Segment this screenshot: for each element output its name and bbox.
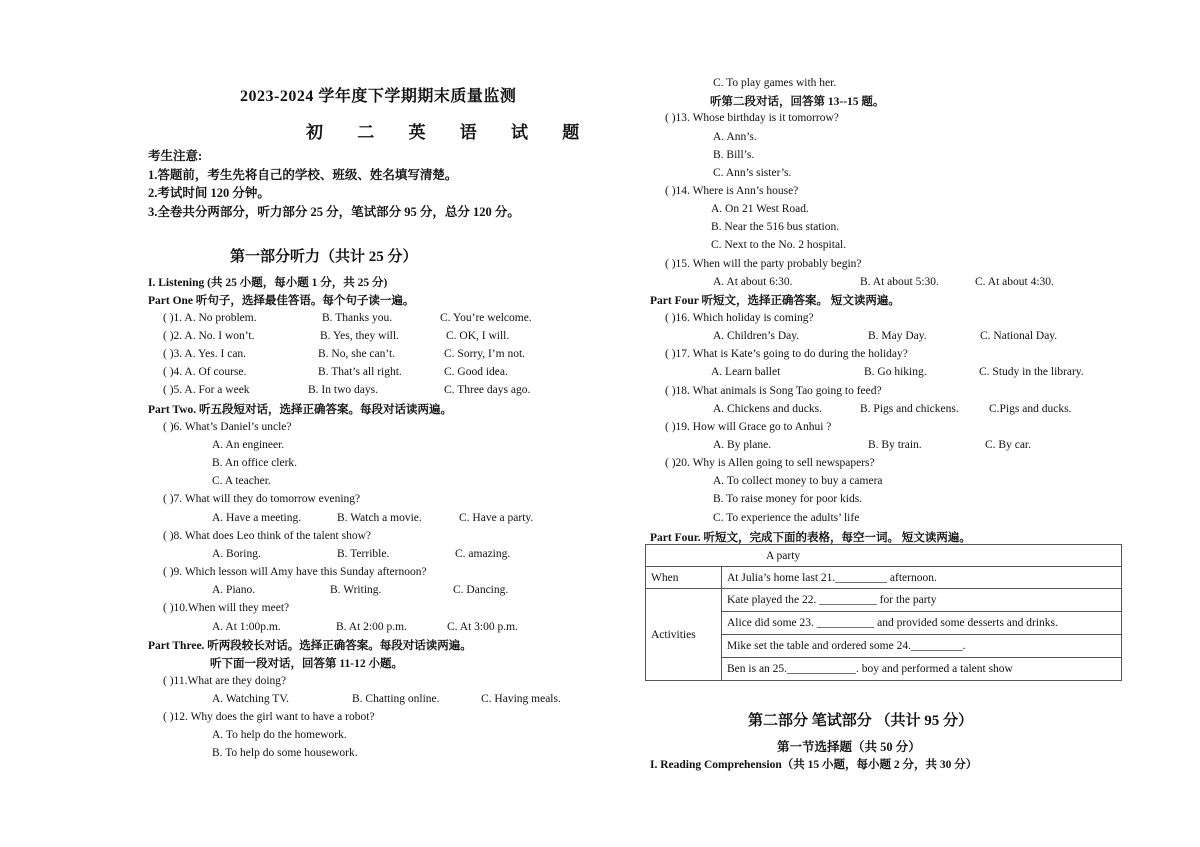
party-table <box>645 544 1122 681</box>
option-14a: A. On 21 West Road. <box>711 203 809 215</box>
question-16: ( )16. Which holiday is coming? <box>665 312 814 324</box>
option-20a: A. To collect money to buy a camera <box>713 475 883 487</box>
option-13a: A. Ann’s. <box>713 131 757 143</box>
question-18: ( )18. What animals is Song Tao going to feed? <box>665 385 882 397</box>
exam-subtitle: 初 二 英 语 试 题 <box>306 123 590 142</box>
table-activity-row: Ben is an 25.____________. boy and performed a talent show <box>722 658 1122 681</box>
option-6b: B. An office clerk. <box>212 457 298 469</box>
question-5: ( )5. A. For a week <box>163 384 250 396</box>
notice-heading: 考生注意: <box>148 149 203 163</box>
table-activity-row: Alice did some 23. __________ and provided some desserts and drinks. <box>722 612 1122 635</box>
table-when-value: At Julia’s home last 21._________ afternoon. <box>722 567 1122 589</box>
option-14c: C. Next to the No. 2 hospital. <box>711 239 847 251</box>
option-3c: C. Sorry, I’m not. <box>444 348 526 360</box>
option-12a: A. To help do the homework. <box>212 729 347 741</box>
table-activities-label: Activities <box>646 589 722 681</box>
part1-title: 第一部分听力（共计 25 分） <box>230 249 418 265</box>
option-18b: B. Pigs and chickens. <box>860 403 959 415</box>
question-15: ( )15. When will the party probably begin? <box>665 258 862 270</box>
option-9c: C. Dancing. <box>453 584 509 596</box>
listening-header: I. Listening (共 25 小题，每小题 1 分，共 25 分) <box>148 277 388 289</box>
option-12b: B. To help do some housework. <box>212 747 358 759</box>
question-6: ( )6. What’s Daniel’s uncle? <box>163 421 292 433</box>
option-15c: C. At about 4:30. <box>975 276 1054 288</box>
question-9: ( )9. Which lesson will Amy have this Sunday afternoon? <box>163 566 427 578</box>
question-8: ( )8. What does Leo think of the talent show? <box>163 530 372 542</box>
option-11a: A. Watching TV. <box>212 693 290 705</box>
option-5c: C. Three days ago. <box>444 384 531 396</box>
option-4b: B. That’s all right. <box>318 366 402 378</box>
question-20: ( )20. Why is Allen going to sell newspapers? <box>665 457 875 469</box>
option-16a: A. Children’s Day. <box>713 330 800 342</box>
dialog1-instruction: 听下面一段对话，回答第 11-12 小题。 <box>210 658 403 670</box>
table-activity-row: Mike set the table and ordered some 24._________. <box>722 635 1122 658</box>
option-2c: C. OK, I will. <box>446 330 510 342</box>
table-activity-row: Kate played the 22. __________ for the party <box>722 589 1122 612</box>
option-8a: A. Boring. <box>212 548 261 560</box>
option-2b: B. Yes, they will. <box>320 330 399 342</box>
option-15a: A. At about 6:30. <box>713 276 793 288</box>
option-8b: B. Terrible. <box>337 548 390 560</box>
question-12: ( )12. Why does the girl want to have a robot? <box>163 711 375 723</box>
option-19b: B. By train. <box>868 439 922 451</box>
option-15b: B. At about 5:30. <box>860 276 939 288</box>
notice-item-2: 2.考试时间 120 分钟。 <box>148 186 270 200</box>
part-four-table-instruction: Part Four. 听短文，完成下面的表格，每空一词。 短文读两遍。 <box>650 532 971 544</box>
question-4: ( )4. A. Of course. <box>163 366 247 378</box>
option-10a: A. At 1:00p.m. <box>212 621 281 633</box>
option-7a: A. Have a meeting. <box>212 512 302 524</box>
option-3b: B. No, she can’t. <box>318 348 396 360</box>
question-11: ( )11.What are they doing? <box>163 675 287 687</box>
option-19a: A. By plane. <box>713 439 772 451</box>
option-13b: B. Bill’s. <box>713 149 755 161</box>
table-heading: A party <box>646 545 1122 567</box>
option-1c: C. You’re welcome. <box>440 312 532 324</box>
option-6a: A. An engineer. <box>212 439 285 451</box>
notice-item-3: 3.全卷共分两部分，听力部分 25 分，笔试部分 95 分，总分 120 分。 <box>148 205 520 219</box>
option-4c: C. Good idea. <box>444 366 508 378</box>
part2-title: 第二部分 笔试部分 （共计 95 分） <box>748 713 974 729</box>
question-13: ( )13. Whose birthday is it tomorrow? <box>665 112 839 124</box>
option-10c: C. At 3:00 p.m. <box>447 621 518 633</box>
option-14b: B. Near the 516 bus station. <box>711 221 840 233</box>
part-two-instruction: Part Two. 听五段短对话，选择正确答案。每段对话读两遍。 <box>148 404 452 416</box>
option-6c: C. A teacher. <box>212 475 271 487</box>
question-3: ( )3. A. Yes. I can. <box>163 348 247 360</box>
option-1b: B. Thanks you. <box>322 312 393 324</box>
option-18c: C.Pigs and ducks. <box>989 403 1072 415</box>
part-one-instruction: Part One 听句子，选择最佳答语。每个句子读一遍。 <box>148 295 415 307</box>
option-16b: B. May Day. <box>868 330 927 342</box>
option-17a: A. Learn ballet <box>711 366 781 378</box>
section1-title: 第一节选择题（共 50 分） <box>777 740 921 754</box>
dialog2-instruction: 听第二段对话，回答第 13--15 题。 <box>710 96 885 108</box>
reading-header: I. Reading Comprehension（共 15 小题，每小题 2 分，共 30 分） <box>650 759 978 771</box>
question-19: ( )19. How will Grace go to Anhui ? <box>665 421 832 433</box>
exam-title: 2023-2024 学年度下学期期末质量监测 <box>240 88 517 105</box>
option-17b: B. Go hiking. <box>864 366 927 378</box>
table-when-label: When <box>646 567 722 589</box>
option-8c: C. amazing. <box>455 548 511 560</box>
question-2: ( )2. A. No. I won’t. <box>163 330 255 342</box>
option-18a: A. Chickens and ducks. <box>713 403 822 415</box>
part-four-instruction: Part Four 听短文，选择正确答案。 短文读两遍。 <box>650 295 900 307</box>
option-12c: C. To play games with her. <box>713 77 837 89</box>
option-11c: C. Having meals. <box>481 693 561 705</box>
option-20c: C. To experience the adults’ life <box>713 512 860 524</box>
question-10: ( )10.When will they meet? <box>163 602 290 614</box>
question-7: ( )7. What will they do tomorrow evening? <box>163 493 361 505</box>
notice-item-1: 1.答题前，考生先将自己的学校、班级、姓名填写清楚。 <box>148 168 458 182</box>
option-17c: C. Study in the library. <box>979 366 1084 378</box>
option-16c: C. National Day. <box>980 330 1058 342</box>
option-7c: C. Have a party. <box>459 512 534 524</box>
option-7b: B. Watch a movie. <box>337 512 422 524</box>
question-17: ( )17. What is Kate’s going to do during the holiday? <box>665 348 908 360</box>
option-5b: B. In two days. <box>308 384 378 396</box>
option-11b: B. Chatting online. <box>352 693 440 705</box>
option-19c: C. By car. <box>985 439 1031 451</box>
part-three-instruction: Part Three. 听两段较长对话。选择正确答案。每段对话读两遍。 <box>148 640 472 652</box>
option-9b: B. Writing. <box>330 584 382 596</box>
option-9a: A. Piano. <box>212 584 256 596</box>
option-13c: C. Ann’s sister’s. <box>713 167 792 179</box>
question-14: ( )14. Where is Ann’s house? <box>665 185 799 197</box>
question-1: ( )1. A. No problem. <box>163 312 257 324</box>
option-10b: B. At 2:00 p.m. <box>336 621 407 633</box>
option-20b: B. To raise money for poor kids. <box>713 493 863 505</box>
